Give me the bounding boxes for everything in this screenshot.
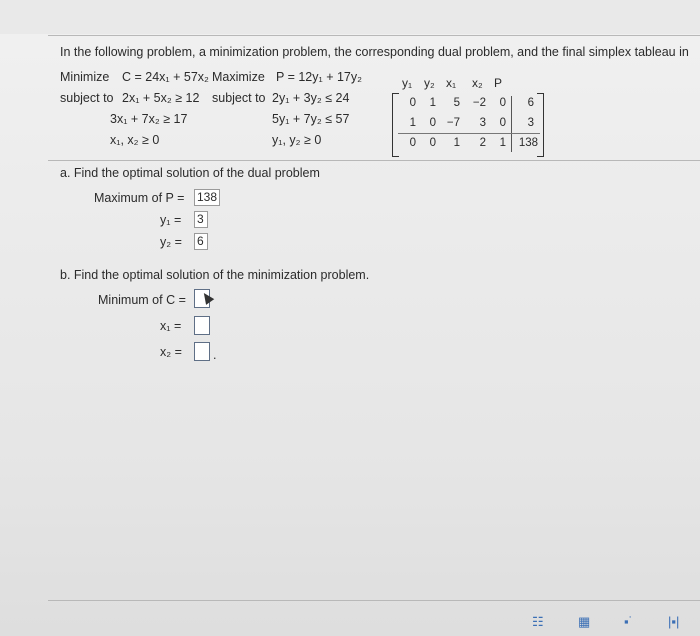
primal-constraint-2: 3x₁ + 7x₂ ≥ 17	[110, 112, 188, 126]
min-c-label: Minimum of C =	[98, 293, 186, 307]
top-strip	[0, 0, 700, 34]
tableau-cell: 0	[409, 137, 416, 149]
tableau-cell: 0	[429, 117, 436, 129]
bottom-toolbar	[500, 612, 700, 636]
tableau-cell: 6	[527, 97, 534, 109]
tableau-header: y₁	[402, 76, 413, 90]
bottom-divider	[48, 600, 700, 601]
dual-constraint-2: 5y₁ + 7y₂ ≤ 57	[272, 112, 350, 126]
tableau-cell: 3	[527, 117, 534, 129]
period-mark: .	[213, 348, 217, 362]
dual-nonnegativity: y₁, y₂ ≥ 0	[272, 133, 322, 147]
x2-input[interactable]	[194, 342, 210, 361]
tableau-header: x₂	[472, 76, 483, 90]
tableau-cell: 138	[518, 137, 538, 149]
primal-objective: C = 24x₁ + 57x₂	[122, 70, 209, 84]
problem-intro: In the following problem, a minimization problem, the corresponding dual problem, and the final simplex tableau in	[60, 45, 689, 59]
tableau-cell: 1	[409, 117, 416, 129]
tableau-cell: 1	[499, 137, 506, 149]
minimize-label: Minimize	[60, 70, 110, 84]
y2-label: y₂ =	[160, 235, 182, 249]
tableau-cell: 5	[453, 97, 460, 109]
y1-label: y₁ =	[160, 213, 182, 227]
primal-nonnegativity: x₁, x₂ ≥ 0	[110, 133, 160, 147]
dual-objective: P = 12y₁ + 17y₂	[276, 70, 362, 84]
tableau-cell: 3	[479, 117, 486, 129]
tableau-header: P	[494, 76, 503, 90]
maximize-label: Maximize	[212, 70, 265, 84]
tableau-cell: 1	[453, 137, 460, 149]
x1-label: x₁ =	[160, 319, 182, 333]
tableau-cell: 1	[429, 97, 436, 109]
y1-answer[interactable]: 3	[194, 211, 208, 228]
tableau-right-bracket	[537, 93, 544, 157]
primal-subject-label: subject to	[60, 91, 114, 105]
section-divider	[48, 160, 700, 161]
tableau-cell: −7	[446, 117, 460, 129]
part-b-heading: b. Find the optimal solution of the minimization problem.	[60, 268, 370, 282]
simplex-tableau	[392, 93, 544, 157]
primal-constraint-1: 2x₁ + 5x₂ ≥ 12	[122, 91, 200, 105]
tableau-cell: 0	[499, 117, 506, 129]
x1-input[interactable]	[194, 316, 210, 335]
max-p-answer[interactable]: 138	[194, 189, 220, 206]
dual-subject-label: subject to	[212, 91, 266, 105]
tableau-rhs-divider	[511, 96, 512, 152]
max-p-label: Maximum of P =	[94, 191, 185, 205]
fraction-tool-icon[interactable]: ☷	[532, 614, 544, 629]
part-a-heading: a. Find the optimal solution of the dual problem	[60, 166, 320, 180]
tableau-header: y₂	[424, 76, 435, 90]
tableau-header: x₁	[446, 76, 457, 90]
tableau-cell: 0	[409, 97, 416, 109]
tableau-cell: 0	[429, 137, 436, 149]
absolute-value-tool-icon[interactable]: |▪|	[668, 614, 680, 629]
x2-label: x₂ =	[160, 345, 182, 359]
exponent-tool-icon[interactable]: ▪˙	[624, 614, 633, 629]
header-divider	[48, 35, 700, 36]
tableau-cell: −2	[472, 97, 486, 109]
y2-answer[interactable]: 6	[194, 233, 208, 250]
dual-constraint-1: 2y₁ + 3y₂ ≤ 24	[272, 91, 350, 105]
tableau-objective-row-divider	[398, 133, 540, 134]
tableau-cell: 0	[499, 97, 506, 109]
mixed-number-tool-icon[interactable]: ▦	[578, 614, 591, 629]
tableau-cell: 2	[479, 137, 486, 149]
